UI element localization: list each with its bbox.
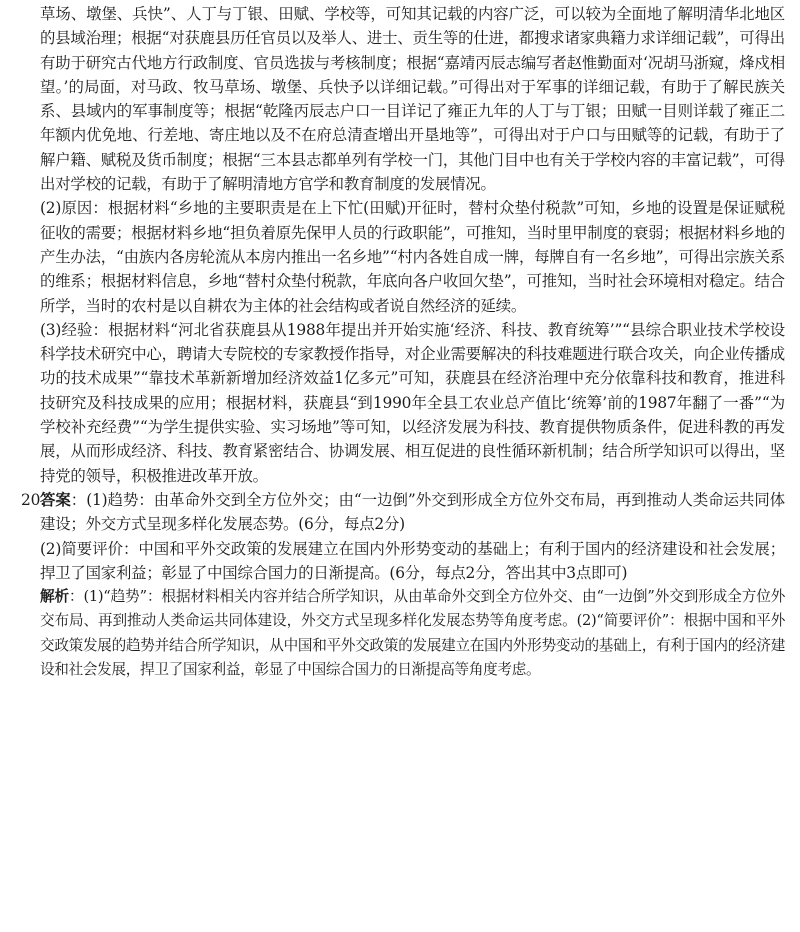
analysis-text: (1)“趋势”：根据材料相关内容并结合所学知识，从由革命外交到全方位外交、由“一边倒”外交到形成全方位外交布局、再到推动人类命运共同体建设，外交方式呈现多样化发展态势等角度考虑。(2)“简要评价”：根据中国和平外交政策发展的趋势并结合所学知识，从中国和平外交政策的发展建立在国内外形势变动的基础上，有利于国内的经济建设和社会发展，捍卫了国家利益，彰显了中国综合国力的日渐提高等角度考虑。: [40, 588, 785, 679]
q19-part3-experience: (3)经验：根据材料“河北省获鹿县从1988年提出并开始实施‘经济、科技、教育统筹’”“县综合职业技术学校设科学技术研究中心，聘请大专院校的专家教授作指导，对企业需要解决的科技难题进行联合攻关，向企业传播成功的技术成果”“靠技术革新新增加经济效益1亿多元”可知，获鹿县在经济治理中充分依靠科技和教育，推进科技研究及科技成果的应用；根据材料，获鹿县“到1990年全县工农业总产值比‘统筹’前的1987年翻了一番”“为学校补充经费”“为学生提供实验、实习场地”等可知，以经济发展为科技、教育提供物质条件，促进科教的再发展，从而形成经济、科技、教育紧密结合、协调发展、相互促进的良性循环新机制；结合所学知识可以得出，坚持党的领导，积极推进改革开放。: [40, 320, 785, 485]
analysis-label: 解析: [40, 588, 69, 606]
question-20: [21, 488, 785, 682]
q20-answer-part2: (2)简要评价：中国和平外交政策的发展建立在国内外形势变动的基础上；有利于国内的经济建设和社会发展；捍卫了国家利益；彰显了中国综合国力的日渐提高。(6分，每点2分，答出其中3点即可): [40, 539, 785, 582]
analysis-colon: ：: [69, 588, 84, 606]
q20-part1-text: (1)趋势：由革命外交到全方位外交；由“一边倒”外交到形成全方位外交布局，再到推动人类命运共同体建设；外交方式呈现多样化发展态势。(6分，每点2分): [40, 490, 785, 534]
q19-part1-continued: 草场、墩堡、兵快”、人丁与丁银、田赋、学校等，可知其记载的内容广泛，可以较为全面地了解明清华北地区的县域治理；根据“对获鹿县历任官员以及举人、进士、贡生等的仕进，都搜求诸家典籍力求详细记载”，可得出有助于研究古代地方行政制度、官员选拔与考核制度；根据“嘉靖丙辰志编写者赵惟勤面对‘况胡马浙窥，烽戍相望。’的局面，对马政、牧马草场、墩堡、兵快予以详细记载。”可得出对于军事的详细记载，有助于了解民族关系、县域内的军事制度等；根据“乾隆丙辰志户口一目详记了雍正九年的人丁与丁银；田赋一目则详载了雍正二年额内优免地、行差地、寄庄地以及不在府总清查增出开垦地等”，可得出对于户口与田赋等的记载，有助于了解户籍、赋税及货币制度；根据“三本县志都单列有学校一门，其他门目中也有关于学校内容的丰富记载”，可得出对学校的记载，有助于了解明清地方官学和教育制度的发展情况。: [40, 5, 785, 194]
answer-label: 答案: [40, 490, 71, 509]
answer-page: [21, 2, 785, 682]
q19-part2-reasons: (2)原因：根据材料“乡地的主要职责是在上下忙(田赋)开征时，替村众垫付税款”可知，乡地的设置是保证赋税征收的需要；根据材料乡地“担负着原先保甲人员的行政职能”，可推知，当时里甲制度的衰弱；根据材料乡地的产生办法，“由族内各房轮流从本房内推出一名乡地”“村内各姓自成一牌，每牌自有一名乡地”，可得出宗族关系的维系；根据材料信息，乡地“替村众垫付税款，年底向各户收回欠垫”，可推知，当时社会环境相对稳定。结合所学，当时的农村是以自耕农为主体的社会结构或者说自然经济的延续。: [40, 199, 785, 315]
q20-answer-part1: [40, 488, 785, 537]
answer-colon: ：: [70, 490, 87, 509]
q20-analysis: [40, 585, 785, 682]
question-20-number: 20.: [21, 490, 45, 509]
